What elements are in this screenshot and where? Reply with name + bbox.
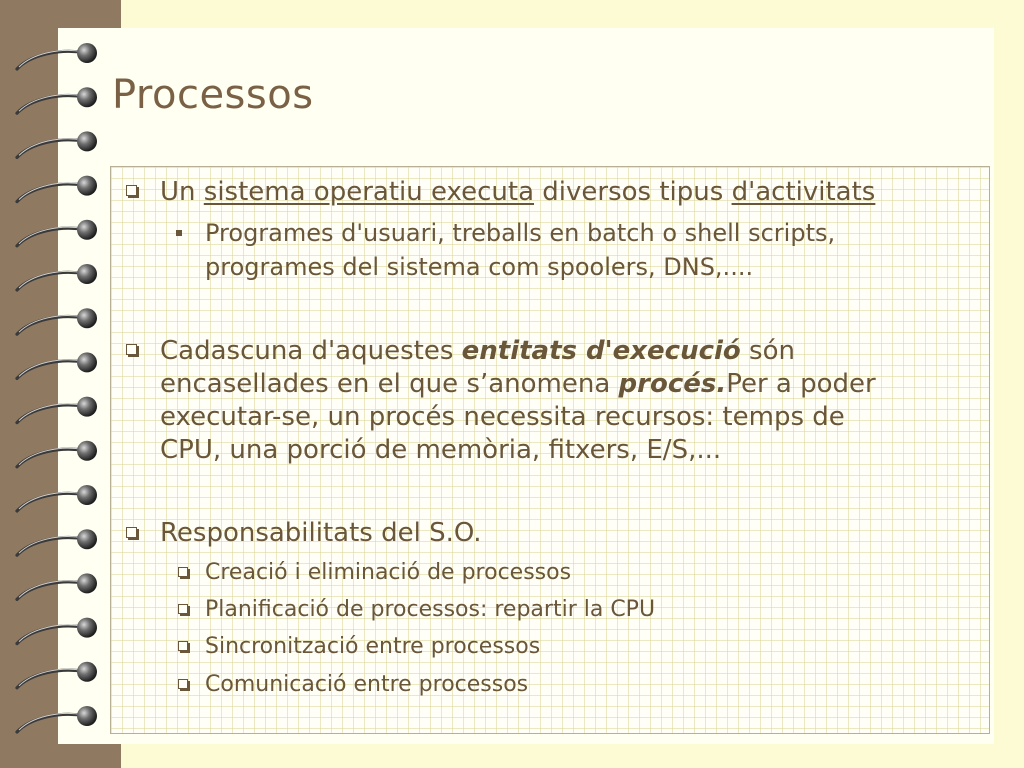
spiral-ring xyxy=(17,441,97,467)
spiral-ring xyxy=(17,131,97,157)
spiral-ring xyxy=(17,706,97,732)
text-run: diversos tipus xyxy=(534,177,732,207)
checkbox-bullet-icon xyxy=(126,344,137,355)
spiral-ring xyxy=(17,662,97,688)
checkbox-bullet-icon xyxy=(126,527,137,538)
bullet-entities-line3: executar-se, un procés necessita recursos: temps de xyxy=(160,402,845,432)
emphasis-proces: procés. xyxy=(618,369,727,399)
bullet-activities xyxy=(160,175,875,209)
spiral-ring xyxy=(17,43,97,69)
spiral-ring xyxy=(17,264,97,290)
checkbox-bullet-icon xyxy=(178,567,188,577)
sub-bullet-programs-line2: programes del sistema com spoolers, DNS,.... xyxy=(205,253,754,281)
spiral-ring xyxy=(17,397,97,423)
checkbox-bullet-icon xyxy=(178,679,188,689)
spiral-ring xyxy=(17,308,97,334)
spiral-ring xyxy=(17,352,97,378)
responsibility-item: Comunicació entre processos xyxy=(205,672,529,697)
spiral-ring xyxy=(17,573,97,599)
link-activitats: d'activitats xyxy=(731,177,876,207)
spiral-ring xyxy=(17,176,97,202)
slide-title: Processos xyxy=(112,72,314,118)
bullet-entities-line2 xyxy=(160,367,876,401)
responsibility-item: Sincronització entre processos xyxy=(205,634,541,659)
checkbox-bullet-icon xyxy=(178,641,188,651)
checkbox-bullet-icon xyxy=(126,185,137,196)
spiral-ring xyxy=(17,618,97,644)
bullet-entities-line1 xyxy=(160,334,795,368)
bullet-entities-line4: CPU, una porció de memòria, fitxers, E/S,... xyxy=(160,435,722,465)
text-run: Per a poder xyxy=(726,369,876,399)
bullet-responsibilities: Responsabilitats del S.O. xyxy=(160,518,482,548)
small-square-bullet-icon xyxy=(176,230,182,236)
spiral-ring xyxy=(17,529,97,555)
spiral-ring xyxy=(17,87,97,113)
text-run: són xyxy=(740,336,795,366)
text-run: Un xyxy=(160,177,204,207)
link-sistema-operatiu: sistema operatiu executa xyxy=(203,177,535,207)
spiral-ring xyxy=(17,485,97,511)
checkbox-bullet-icon xyxy=(178,604,188,614)
emphasis-entitats: entitats d'execució xyxy=(461,336,741,366)
spiral-ring xyxy=(17,220,97,246)
responsibility-item: Planificació de processos: repartir la CPU xyxy=(205,597,656,622)
sub-bullet-programs-line1: Programes d'usuari, treballs en batch o shell scripts, xyxy=(205,219,836,247)
text-run: encasellades en el que s’anomena xyxy=(160,369,619,399)
responsibility-item: Creació i eliminació de processos xyxy=(205,560,572,585)
spiral-binding-icon xyxy=(0,0,110,768)
text-run: Cadascuna d'aquestes xyxy=(160,336,462,366)
